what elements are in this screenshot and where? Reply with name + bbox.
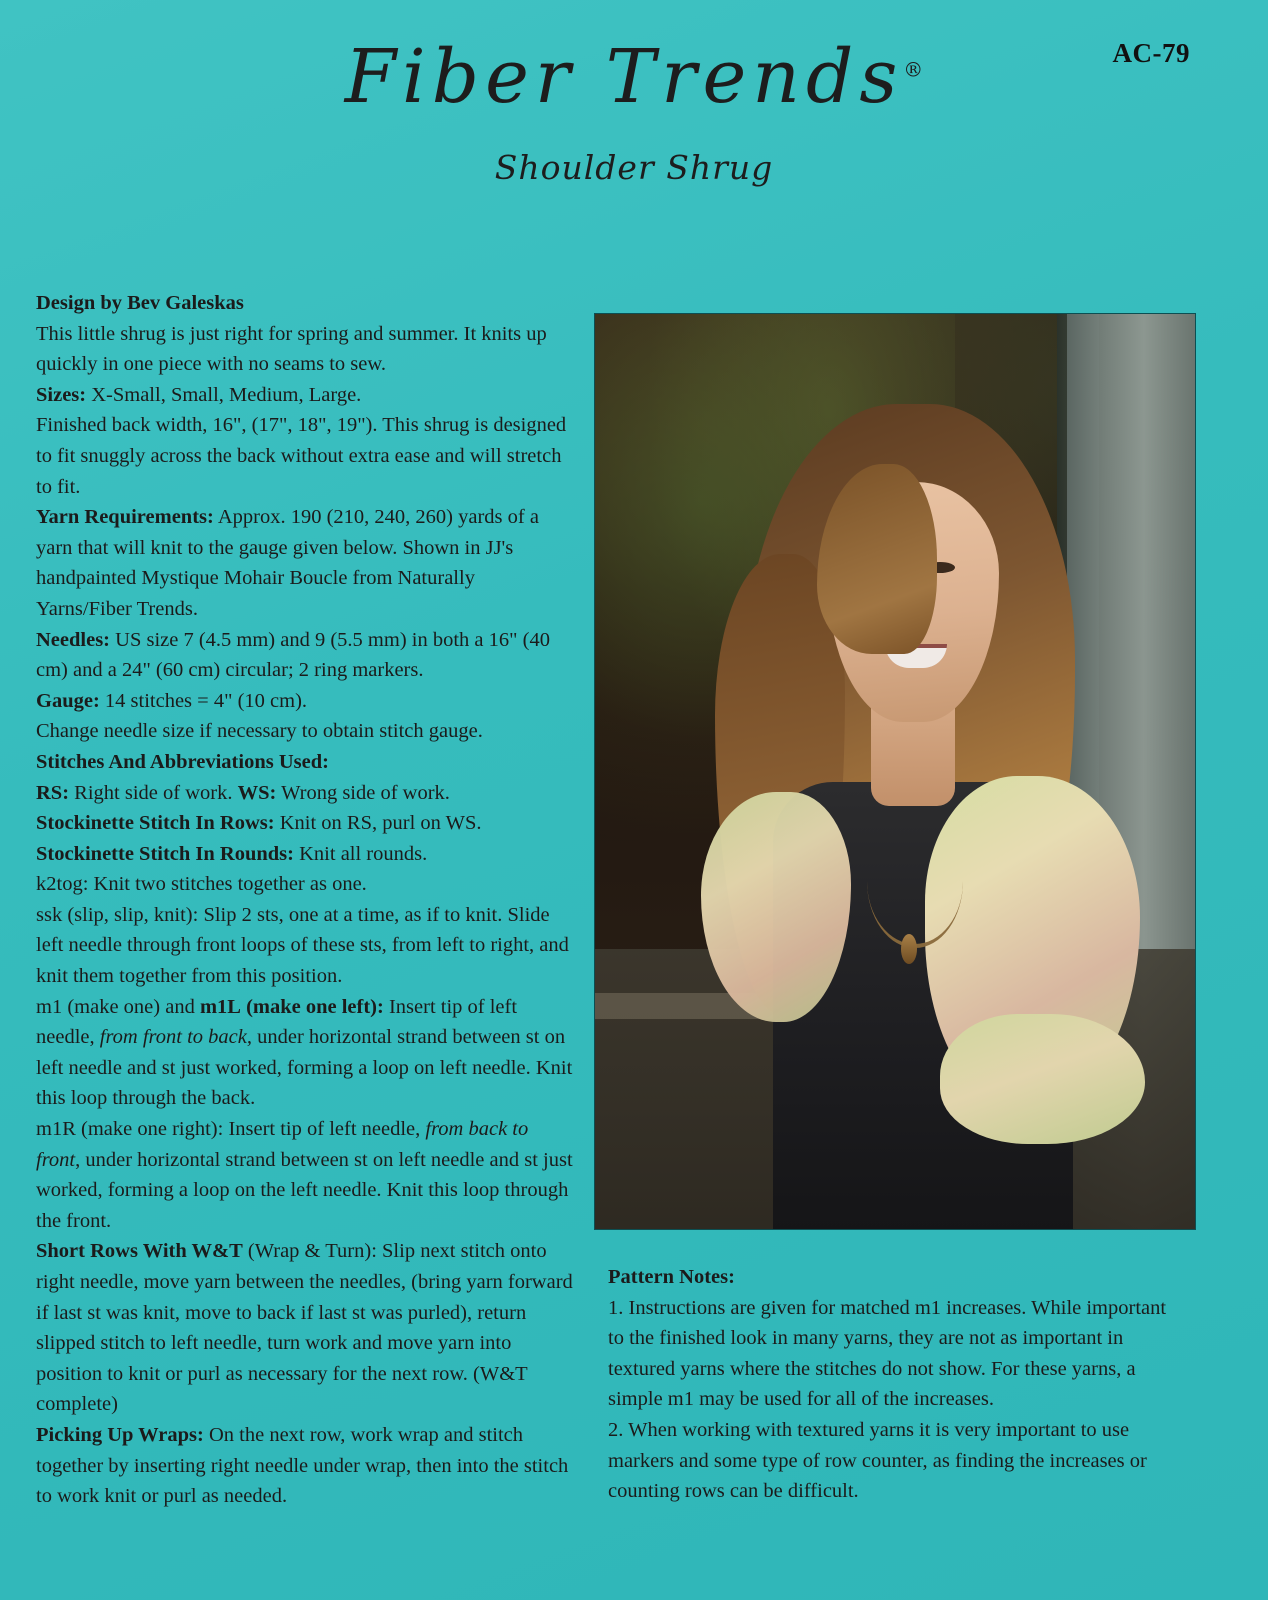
- stitches-heading-label: Stitches And Abbreviations Used:: [36, 750, 329, 773]
- stitches-heading: [36, 747, 574, 778]
- m1-value-2: under horizontal strand between st on left needle and st just worked, forming a loop on left needle. Knit this loop through the back.: [36, 1026, 573, 1110]
- brand-title: [0, 34, 1268, 120]
- k2tog-line: [36, 869, 574, 900]
- finished-width-paragraph: Finished back width, 16", (17", 18", 19"). This shrug is designed to fit snuggly across the back without extra ease and will stretch to fit.: [36, 414, 567, 498]
- wt-value: Slip next stitch onto right needle, move yarn between the needles, (bring yarn forward if last st was knit, move to back if last st was purled), return slipped stitch to left needle, turn work and move yarn into position to knit or purl as necessary for the next row. (W&T complete): [36, 1240, 573, 1416]
- pattern-code: AC-79: [1112, 38, 1190, 68]
- k2tog-label: k2tog:: [36, 873, 89, 896]
- model-necklace: [867, 814, 963, 948]
- stockinette-rounds-line: [36, 839, 574, 870]
- ws-value: Wrong side of work.: [281, 781, 450, 804]
- model-photo: [594, 313, 1196, 1230]
- wt-label: Short Rows With W&T: [36, 1240, 243, 1263]
- wt-line: [36, 1236, 574, 1420]
- gauge-label: Gauge:: [36, 689, 100, 712]
- m1-value-italic: from front to back,: [99, 1026, 252, 1049]
- m1r-line: [36, 1114, 574, 1236]
- intro-paragraph: This little shrug is just right for spring and summer. It knits up quickly in one piece with no seams to sew.: [36, 322, 547, 376]
- stockinette-rows-line: [36, 808, 574, 839]
- stockinette-rounds-value: Knit all rounds.: [299, 842, 428, 865]
- stockinette-rounds-label: Stockinette Stitch In Rounds:: [36, 842, 294, 865]
- design-credit-label: Design by Bev Galeskas: [36, 292, 244, 314]
- registered-mark: ®: [903, 57, 924, 82]
- design-credit: [36, 288, 574, 319]
- rs-value: Right side of work.: [74, 781, 233, 804]
- sizes-label: Sizes:: [36, 383, 87, 406]
- m1-label-b: (make one) and: [67, 995, 195, 1018]
- needles-line: [36, 625, 574, 686]
- wt-label-2: (Wrap & Turn):: [247, 1240, 377, 1263]
- stockinette-rows-label: Stockinette Stitch In Rows:: [36, 812, 275, 835]
- sizes-line: [36, 380, 574, 411]
- m1-line: [36, 992, 574, 1114]
- shrug-sleeve-band: [940, 1014, 1145, 1144]
- gauge-line: [36, 686, 574, 717]
- ssk-value: Slip 2 sts, one at a time, as if to knit. Slide left needle through front loops of these sts, from left to right, and knit them together from this position.: [36, 903, 569, 988]
- rs-label: RS:: [36, 781, 70, 804]
- rs-ws-line: [36, 778, 574, 809]
- m1r-value-italic: from back to front: [36, 1118, 529, 1171]
- gauge-note: Change needle size if necessary to obtain stitch gauge.: [36, 720, 483, 743]
- picking-label: Picking Up Wraps:: [36, 1423, 204, 1446]
- picking-value: On the next row, work wrap and stitch together by inserting right needle under wrap, then into the stitch to work knit or purl as needed.: [36, 1423, 569, 1508]
- k2tog-value: Knit two stitches together as one.: [93, 873, 367, 896]
- m1-label-d: (make one left):: [246, 995, 384, 1018]
- m1-value-1: Insert tip of left needle,: [36, 995, 518, 1049]
- ssk-label: ssk (slip, slip, knit):: [36, 903, 199, 926]
- ws-label: WS:: [237, 781, 277, 804]
- m1r-value-2: , under horizontal strand between st on left needle and st just worked, forming a loop on the left needle. Knit this loop through the front.: [36, 1148, 573, 1232]
- pattern-note-item: 1. Instructions are given for matched m1 increases. While important to the finished look in many yarns, they are not as important in textured yarns where the stitches do not show. For these yarns, a simple m1 may be used for all of the increases.: [608, 1296, 1167, 1411]
- stockinette-rows-value: Knit on RS, purl on WS.: [279, 812, 482, 835]
- yarn-value: Approx. 190 (210, 240, 260) yards of a yarn that will knit to the gauge given below. Shown in JJ's handpainted Mystique Mohair Boucle from Naturally Yarns/Fiber Trends.: [36, 506, 539, 620]
- yarn-label: Yarn Requirements:: [36, 506, 214, 529]
- m1-label-c: m1L: [199, 995, 241, 1018]
- pattern-notes-column: [608, 1262, 1172, 1507]
- yarn-line: [36, 502, 574, 624]
- needles-label: Needles:: [36, 628, 111, 651]
- pattern-notes-title: Pattern Notes:: [608, 1266, 735, 1288]
- gauge-value: 14 stitches = 4" (10 cm).: [104, 689, 308, 712]
- sizes-value: X-Small, Small, Medium, Large.: [91, 383, 362, 406]
- ssk-line: [36, 900, 574, 992]
- needles-value: US size 7 (4.5 mm) and 9 (5.5 mm) in both a 16" (40 cm) and a 24" (60 cm) circular; 2 ring markers.: [36, 628, 550, 682]
- picking-up-wraps-line: [36, 1420, 574, 1512]
- m1r-label: m1R (make one right):: [36, 1118, 224, 1141]
- model-pendant: [901, 934, 917, 964]
- m1r-value-1: Insert tip of left needle,: [228, 1118, 421, 1141]
- left-text-column: [36, 288, 574, 1512]
- pattern-subtitle: Shoulder Shrug: [494, 148, 774, 187]
- page-header: [0, 0, 1268, 230]
- brand-name: Fiber Trends: [344, 34, 904, 120]
- m1-label-a: m1: [36, 995, 63, 1018]
- pattern-note-item: 2. When working with textured yarns it is very important to use markers and some type of row counter, as finding the increases or counting rows can be difficult.: [608, 1418, 1147, 1503]
